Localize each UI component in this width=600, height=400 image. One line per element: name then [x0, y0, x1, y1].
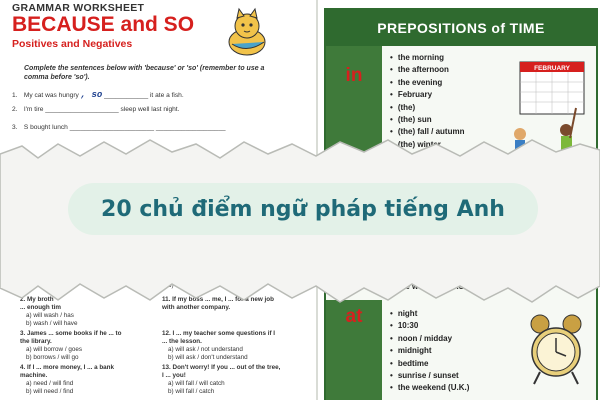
list-at [390, 308, 469, 395]
calendar-month-label: FEBRUARY [534, 65, 570, 72]
list-item: • (the) winter [390, 139, 464, 151]
sentence-1: 1. My cat was hungry , so ____________ it ate a fish. [12, 90, 184, 100]
list-item: • bedtime [390, 358, 469, 370]
worksheet-subtitle: Positives and Negatives [12, 38, 133, 50]
list-item: • 10:30 [390, 320, 469, 332]
prep-in: in [345, 65, 363, 86]
list-item: • the evening [390, 77, 464, 89]
question-2: 2. My broth ... enough tim a) will wash / has b) wash / will have [20, 296, 78, 327]
cat-illustration-icon [222, 6, 272, 58]
worksheet-instructions: Complete the sentences below with 'because' or 'so' (remember to use a comma before 'so'). [24, 65, 265, 81]
banner-title: 20 chủ điểm ngữ pháp tiếng Anh [101, 196, 505, 222]
list-item: • sunrise / sunset [390, 370, 469, 382]
worksheet-label: GRAMMAR WORKSHEET [12, 2, 145, 14]
list-item: • (the) sun [390, 114, 464, 126]
list-item: • the morning [390, 52, 464, 64]
list-item: • (the) [390, 102, 464, 114]
list-item: • February [390, 89, 464, 101]
list-item: • the weekend (U.K.) [390, 382, 469, 394]
list-item: • noon / midday [390, 333, 469, 345]
list-item: • the afternoon [390, 64, 464, 76]
list-item: • midnight [390, 345, 469, 357]
list-item: • night [390, 308, 469, 320]
alarm-clock-icon [526, 310, 586, 390]
title-banner [68, 183, 538, 235]
worksheet-title: BECAUSE and SO [12, 13, 195, 36]
poster-title: PREPOSITIONS of TIME [326, 10, 596, 46]
question-13: 13. Don't worry! If you ... out of the tree, I ... you! a) will fall / will catch b) will fall / catch [162, 364, 281, 395]
list-item: • (the) fall / autumn [390, 126, 464, 138]
question-4: 4. If I ... more money, I ... a bank machine. a) need / will find b) will need / find [20, 364, 115, 395]
answer-text: , so [80, 90, 103, 100]
sentence-2: 2. I'm tire ____________________ sleep well last night. [12, 106, 180, 113]
prep-at: at [345, 306, 363, 327]
question-3: 3. James ... some books if he ... to the library. a) will borrow / goes b) borrows / will go [20, 330, 122, 361]
question-11: 11. If my boss ... me, I ... for a new job with another company. [162, 296, 274, 311]
question-12: 12. I ... my teacher some questions if I ... the lesson. a) will ask / not understand b) will ask / don't understand [162, 330, 276, 361]
sentence-3: 3. S bought lunch _______________________ ___________________ [12, 124, 226, 131]
